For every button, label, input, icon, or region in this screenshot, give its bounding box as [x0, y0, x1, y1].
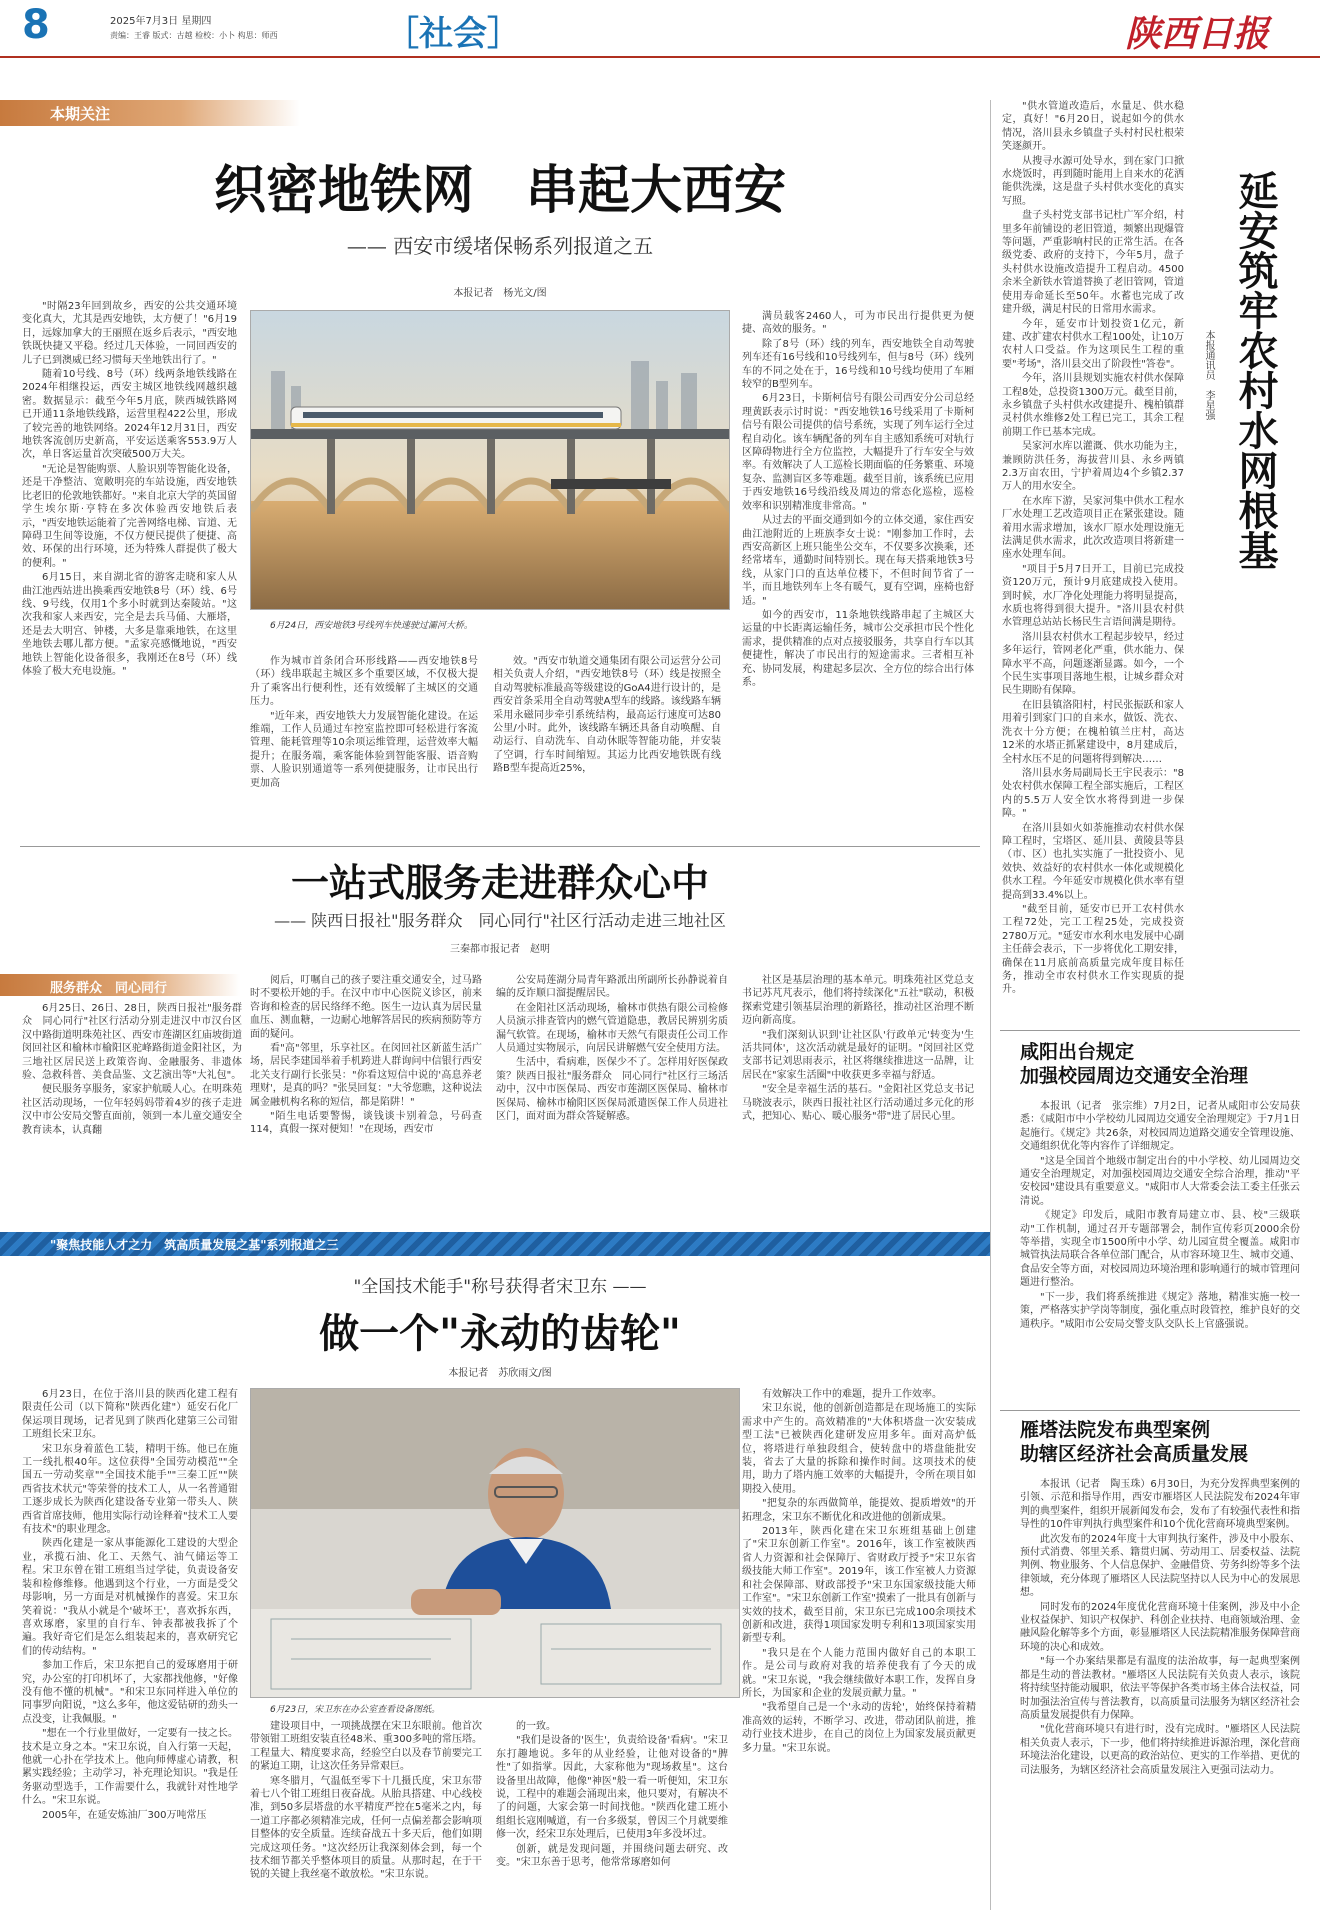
headline-metro: 织密地铁网 串起大西安	[213, 160, 786, 221]
divider-1	[20, 846, 980, 847]
metro-photo	[250, 310, 730, 610]
metro-col-2: 作为城市首条闭合环形线路——西安地铁8号（环）线串联起主城区多个重要区域，不仅极大提升了乘客出行便利性，还有效缓解了主城区的交通压力。 "近年来，西安地铁大力发展智能化建设。在运维端，工作人员通过车控室监控即可轻松进行客流管理、能耗管理等10余项运维管理，运营效率大幅提升；在服务端，乘客能体验到智能客服、语音购票、人脸识别通道等一系列便捷服务，让市民出行更加高	[250, 656, 478, 789]
court-cases-headline: 雁塔法院发布典型案例 助辖区经济社会高质量发展	[1020, 1419, 1249, 1465]
community-col-2: 阅后，叮嘱自己的孩子要注重交通安全，过马路时不要松开她的手。在汉中市中心医院义诊区，前来咨询和检查的居民络绎不绝。医生一边认真为居民量血压、测血糖，一边耐心地解答居民的疾病预防等方面的疑问。 看"高"邻里，乐享社区。在闵回社区新蓝生活广场，居民李建国举着手机跨进人群询问中信银行西安北关支行副行长张昊："你看这短信中说的'高息养老理财'，是真的吗？"张昊回复："大爷您瞧，这种说法属金融机构名称的短信，都是陷阱！" "陌生电话要警惕，谈钱谈卡别着急，号码查114，真假一探对便知！"在现场，西安市	[250, 975, 482, 1136]
metro-photo-caption: 6月24日，西安地铁3号线列车快速驶过灞河大桥。	[270, 621, 473, 631]
community-col-4: 社区是基层治理的基本单元。明珠苑社区党总支书记苏芃芃表示，他们将持续深化"五社"联动，积极探索党建引领基层治理的新路径，推动社区治理不断迈向新高度。 "我们深刻认识到'让社区队'行政单元'转变为'生活共同体'，这次活动就是最好的证明。"闵回社区党支部书记刘思雨表示，社区将继续推进这一品牌，让居民在"家家生活圈"中收获更多幸福与舒适。 "安全是幸福生活的基石。"金阳社区党总支书记马晓波表示，陕西日报社社区行活动通过多元化的形式，把知心、贴心、暖心服务"带"进了居民心里。	[742, 975, 974, 1123]
section-tag-focus: 本期关注	[0, 100, 300, 126]
worker-photo	[250, 1388, 740, 1698]
metro-col-4: 满员载客2460人，可为市民出行提供更为便捷、高效的服务。" 除了8号（环）线的列车，西安地铁全自动驾驶列车还有16号线和10号线列车，但与8号（环）线列车的不同之处在于，16号线和10号线均使用了车厢较窄的B型列车。 6月23日，卡斯柯信号有限公司西安分公司总经理黄跃表示讨时说："西安地铁16号线采用了卡斯柯信号有限公司提供的信号系统，实现了列车运行全过程自动化。该车辆配备的列车自主感知系统可对轨行区障碍物进行全方位监控，大幅提升了行车安全与效率。有效解决了人工巡检长期面临的任务繁重、环境复杂、监测盲区多等难题。截至目前，该系统已应用于西安地铁16号线沿线及周边的常态化巡检，巡检效率和识别精准度非常高。" 从过去的平面交通到如今的立体交通，家住西安曲江池附近的上班族李女士说："刚参加工作时，去西安高新区上班只能坐公交车，不仅要多次换乘，还经常堵车，通勤时间特别长。现在每天搭乘地铁3号线，从家门口的直达单位楼下，不但时间节省了一半，而且地铁列车上冬有暖气，夏有空调，座椅也舒适。" 如今的西安市，11条地铁线路串起了主城区大运量的中长距离运输任务，城市公交承担市民个性化需求，提供精准的点对点接驳服务，共享自行车以其便捷性，解决了市民出行的短途需求。三者相互补充、协同发展，构建起多层次、全方位的综合出行体系。	[742, 311, 974, 688]
kicker-worker: "全国技术能手"称号获得者宋卫东 ——	[353, 1277, 647, 1297]
metro-bridge-image	[251, 311, 730, 610]
worker-col-1: 6月23日，在位于洛川县的陕西化建工程有限责任公司（以下简称"陕西化建"）延安石化厂保运项目现场，记者见到了陕西化建第三公司钳工班组长宋卫东。 宋卫东身着蓝色工装，精明干练。他已在施工一线扎根40年。这位获得"全国劳动模范""全国五一劳动奖章""全国技术能手""三秦工匠""陕西省技术状元"等荣誉的技术工人，从一名普通钳工逐步成长为陕西化建设备专业第一带头人、陕西省首席技师，他用实际行动诠释着"技术工人要有技术"的职业理念。 陕西化建是一家从事能源化工建设的大型企业，承揽石油、化工、天然气、油气储运等工程。宋卫东曾在钳工班组当过学徒，负责设备安装和检修维修。他遇到这个行业，一方面是受父母影响，另一方面是对机械操作的喜爱。宋卫东笑着说："我从小就是个'破坏王'，喜欢拆东西，喜欢琢磨，家里的自行车、钟表都被我拆了个遍。我好奇它们是怎么组装起来的，喜欢研究它们的传动结构。" 参加工作后，宋卫东把自己的爱琢磨用于研究，办公室的打印机坏了，大家都找他修，"好像没有他不懂的机械"。"和宋卫东同样进入单位的同事罗向阳说，"这么多年，他这爱钻研的劲头一点没变，让我佩服。" "想在一个行业里做好，一定要有一技之长。技术是立身之本。"宋卫东说，自入行第一天起，他就一心扑在学技术上。他向师傅虚心请教，积累实践经验；主动学习，补充理论知识。"我是任务驱动型选手，工作需要什么，我就针对性地学什么。"宋卫东说。 2005年，在延安炼油厂300万吨常压	[22, 1389, 238, 1821]
series-banner-text: "聚焦技能人才之力 筑高质量发展之基"系列报道之三	[50, 1238, 339, 1252]
paper-logo: 陕西日报	[1125, 13, 1270, 55]
divider-side-2	[1000, 1410, 1300, 1411]
section-tag-service: 服务群众 同心同行	[0, 974, 240, 996]
series-banner	[0, 1232, 990, 1256]
issue-date: 2025年7月3日 星期四	[110, 16, 212, 27]
community-col-3: 公安局莲湖分局青年路派出所副所长孙静说着自编的反诈顺口溜提醒居民。 在金阳社区活动现场，榆林市供热有限公司检修人员演示排查管内的燃气管道隐患，教居民辨别劣质漏气软管。在现场，榆林市天然气有限责任公司工作人员通过实物展示，向居民讲解燃气安全使用方法。 生活中，看病难，医保少不了。怎样用好医保政策？陕西日报社"服务群众 同心同行"社区行三场活动中，汉中市医保局、西安市莲湖区医保局、榆林市医保局、榆林市榆阳区医保局派遣医保工作人员进社区门，面对面为群众答疑解惑。	[496, 975, 728, 1123]
section-name: 社会	[419, 14, 487, 54]
headline-worker: 做一个"永动的齿轮"	[319, 1310, 681, 1357]
campus-traffic-body: 本报讯（记者 张宗维）7月2日，记者从咸阳市公安局获悉：《咸阳市中小学校幼儿园周边交通安全治理规定》于7月1日起施行。《规定》共26条，对校园周边道路交通安全管理设施、交通组织优化等内容作了详细规定。 "这是全国首个地级市制定出台的中小学校、幼儿园周边交通安全治理规定，对加强校园周边交通安全综合治理，推动"平安校园"建设具有重要意义。"咸阳市人大常委会法工委主任张云清说。 《规定》印发后，咸阳市教育局建立市、县、校"三级联动"工作机制，通过召开专题部署会，制作宣传彩页2000余份等举措，实现全市1500所中小学、幼儿园宣贯全覆盖。咸阳市城管执法局联合各单位部门配合，从市容环境卫生、城市交通、食品安全等方面，对校园周边环境治理和影响通行的城市管理问题进行整治。 "下一步，我们将系统推进《规定》落地，精准实施一校一策，严格落实护学岗等制度，强化重点时段管控，维护良好的交通秩序。"咸阳市公安局交警支队交队长上官盛强说。	[1020, 1101, 1300, 1330]
water-headline: 延安筑牢农村水网根基	[1232, 170, 1279, 570]
headline-community: 一站式服务走进群众心中	[290, 860, 709, 905]
editor-credits: 责编：王睿 版式：古越 检校：小卜 构思：师西	[110, 31, 278, 40]
worker-portrait-image	[251, 1389, 740, 1698]
subhead-community: —— 陕西日报社"服务群众 同心同行"社区行活动走进三地社区	[274, 911, 726, 930]
divider-side-1	[1000, 1030, 1300, 1031]
subhead-metro: —— 西安市缓堵保畅系列报道之五	[346, 234, 654, 258]
metro-col-3: 效。"西安市轨道交通集团有限公司运营分公司相关负责人介绍，"西安地铁8号（环）线是按照全自动驾驶标准最高等级建设的GoA4进行设计的，是西安首条采用全自动驾驶A型车的线路。该线路车辆采用永磁同步牵引系统结构，最高运行速度可达80公里/小时。此外，该线路车辆还具备自动唤醒、自动运行、自动洗车、自动休眠等智能功能，并安装了空调，行车时间缩短。其运力比西安地铁既有线路B型车提高近25%，	[493, 656, 721, 775]
byline-worker: 本报记者 苏欣雨文/图	[448, 1368, 552, 1379]
worker-col-4: 有效解决工作中的难题，提升工作效率。 宋卫东说，他的创新创造都是在现场施工的实际需求中产生的。高效精准的"大体积塔盘一次安装成型工法"已被陕西化建研发应用多年。面对高炉低位，将塔进行单独段组合，使转盘中的塔盘能批安装，省去了大量的拆除和操作时间。这项技术的使用，助力了塔内施工效率的大幅提升，令所在项目如期投入使用。 "把复杂的东西做简单，能提效、提质增效"的开拓理念，宋卫东不断优化和改进他的创新成果。 2013年，陕西化建在宋卫东班组基础上创建了"宋卫东创新工作室"。2016年，该工作室被陕西省人力资源和社会保障厅、省财政厅授予"宋卫东省级技能大师工作室"。2019年，该工作室被人力资源和社会保障部、财政部授予"宋卫东国家级技能大师工作室"。"宋卫东创新工作室"摸索了一批具有创新与实效的技术，截至目前，宋卫东已完成100余项技术创新和改进，获得1项国家发明专利和13项国家实用新型专利。 "我只是在个人能力范围内做好自己的本职工作。是公司与政府对我的培养使我有了今天的成就。"宋卫东说，"我会继续做好本职工作，发挥自身所长，为国家和企业的发展贡献力量。" "我希望自己是一个'永动的齿轮'，始终保持着精准高效的运转，不断学习、改进，带动团队前进，推动行业技术进步，在自己的岗位上为国家发展贡献更多力量。"宋卫东说。	[742, 1389, 976, 1754]
byline-community: 三秦都市报记者 赵明	[450, 944, 550, 955]
byline-metro: 本报记者 杨光文/图	[453, 288, 547, 299]
masthead	[0, 0, 1320, 58]
water-byline: 本报通讯员 李星强	[1203, 330, 1214, 420]
worker-col-2: 建设项目中，一项挑战摆在宋卫东眼前。他首次带领钳工班组安装直径48米、重300多吨的常压塔。工程量大、精度要求高，经验空白以及春节前要完工的紧迫工期，让这次任务异常艰巨。 寒冬腊月，气温低至零下十几摄氏度，宋卫东带着七八个钳工班组日夜奋战。从胎具搭建、中心线校准，到50多层塔盘的水平精度严控在5毫米之内，每一道工序都必须精准完成，任何一点偏差都会影响项目整体的安全质量。连续奋战五十多天后，他们如期完成这项任务。"这次经历让我深刻体会到，每一个技术细节都关乎整体项目的质量。从那时起，在于干锐的关键上我丝毫不敢放松。"宋卫东说。	[250, 1721, 482, 1881]
worker-col-3: 的一致。 "我们是设备的'医生'，负责给设备'看病'。"宋卫东打趣地说。多年的从业经验，让他对设备的"脾性"了如指掌。因此，大家称他为"现场救星"。这台设备里出故障，他像"神医"般一看一听便知，宋卫东说，工程中的难题会涌现出来，他只要对，有解决不了的问题，大家会第一时间找他。"陕西化建工班小组组长寇刚喊道，有一台多级泵，曾因三个月就要维修一次，经宋卫东处理后，已使用3年多没坏过。 创新，就是发现问题，并围绕问题去研究、改变。"宋卫东善于思考，他常常琢磨如何	[496, 1721, 728, 1869]
community-col-1: 6月25日、26日、28日，陕西日报社"服务群众 同心同行"社区行活动分别走进汉中市汉台区汉中路街道明珠苑社区、西安市莲湖区红庙坡街道闵回社区和榆林市榆阳区驼峰路街道金阳社区，为三地社区居民送上政策咨询、金融服务、非遗体验、急救科普、美食品鉴、文艺演出等"大礼包"。 便民服务享服务，家家护航暖人心。在明珠苑社区活动现场，一位年轻妈妈带着4岁的孩子走进汉中市公安局交警直面前，领到一本儿童交通安全教育读本，认真翻	[22, 1003, 242, 1136]
water-col: "供水管道改造后，水量足、供水稳定，真好！"6月20日，说起如今的供水情况，洛川县永乡镇盘子头村村民杜根荣笑逐颜开。 从搜寻水源可处导水，到在家门口掀水烧饭时，再到随时能用上自来水的花洒能供洗澡，这是盘子头村供水变化的真实写照。 盘子头村党支部书记杜广军介绍，村里多年前铺设的老旧管道，频繁出现爆管等问题，严重影响村民的正常生活。在各级党委、政府的支持下，今年5月，盘子头村供水设施改造提升工程启动。4500余米全新铁水管道替换了老旧管网，管道使用寿命延长至50年。水蓄也完成了改建升级，满足村民的日常用水需求。 今年，延安市计划投资1亿元，新建、改扩建农村供水工程100处，让10万农村人口受益。作为这项民生工程的重要"考场"，洛川县交出了阶段性"答卷"。 今年，洛川县规划实施农村供水保障工程8处，总投资1300万元。截至目前，永乡镇盘子头村供水改建提升、槐柏镇群灵村供水维修2处工程已完工，其余工程前期工作已基本完成。 吴家河水库以灌溉、供水功能为主，兼顾防洪任务，海拔营川县、永乡两镇2.3万亩农田，宁护着周边4个乡镇2.37万人的用水安全。 在水库下游，吴家河集中供水工程水厂水处理工艺改造项目正在紧张建设。随着用水需求增加，该水厂原水处理设施无法满足供水需求，此次改造项目将新建一座水处理车间。 "项目于5月7日开工，目前已完成投资120万元，预计9月底建成投入使用。到时候，水厂净化处理能力将明显提高，水质也将得到很大提升。"洛川县农村供水管理总站站长杨民生言语间满是期待。 洛川县农村供水工程起步较早，经过多年运行，管网老化严重，供水能力、保障水平不高，问题逐渐显露。如今，一个个民生实事项目落地生根，让城乡群众对民生期盼有保障。 在旧县镇洛阳村，村民张振跃和家人用着引到家门口的自来水，做饭、洗衣、洗衣十分方便；在槐柏镇兰庄村，高达12米的水塔正抓紧建设中，8月建成后，全村水压不足的问题将得到解决…… 洛川县水务局副局长王宇民表示："8处农村供水保障工程全部实施后，工程区内的5.5万人安全饮水将得到进一步保障。" 在洛川县如火如荼施推动农村供水保障工程时，宝塔区、延川县、黄陵县等县（市、区）也扎实实施了一批投资小、见效快、效益好的农村供水一体化或规模化供水工程。今年延安市规模化供水率有望提高到33.4%以上。 "截至目前，延安市已开工农村供水工程72处，完工工程25处，完成投资2780万元。"延安市水利水电发展中心副主任薛会表示，下一步将优化工期安排，确保在11月底前高质量完成年度目标任务，推动全市农村供水工作实现质的提升。	[1002, 101, 1184, 996]
campus-traffic-headline: 咸阳出台规定 加强校园周边交通安全治理	[1020, 1041, 1249, 1087]
section-label: ［社会］	[385, 14, 521, 54]
worker-photo-caption: 6月23日，宋卫东在办公室查看设备图纸。	[270, 1705, 441, 1715]
right-column-rule	[990, 100, 991, 1910]
page-number: 8	[22, 2, 50, 48]
court-cases-body: 本报讯（记者 陶玉珠）6月30日，为充分发挥典型案例的引领、示范和指导作用，西安市雁塔区人民法院发布2024年审判的典型案件，组织开展新闻发布会，发布了有较强代表性和指导性的10件审判执行典型案件和10个优化营商环境典型案例。 此次发布的2024年度十大审判执行案件，涉及中小股东、预付式消费、邻里关系、籍贯归属、劳动用工、居委权益、法院判例、物业服务、个人信息保护、金融借贷、劳务纠纷等多个法律领域，充分体现了雁塔区人民法院坚持以人民为中心的发展思想。 同时发布的2024年度优化营商环境十佳案例，涉及中小企业权益保护、知识产权保护、科创企业扶持、电商领域治理、金融风险化解等多个方面，彰显雁塔区人民法院精准服务保障营商环境的决心和成效。 "每一个办案结果都是有温度的法治故事，每一起典型案例都是生动的普法教材。"雁塔区人民法院有关负责人表示，该院将持续坚持能动履职，依法平等保护各类市场主体合法权益，同时加强法治宣传与普法教育，以高质量司法服务为辖区经济社会高质量发展提供有力保障。 "优化营商环境只有进行时，没有完成时。"雁塔区人民法院相关负责人表示，下一步，他们将持续推进诉源治理，深化营商环境法治化建设，以更高的政治站位、更实的工作举措、更优的司法服务，为辖区经济社会高质量发展注入更强司法动力。	[1020, 1479, 1300, 1776]
metro-col-1: "时隔23年回到故乡，西安的公共交通环境变化真大，尤其是西安地铁，太方便了！"6月19日，远嫁加拿大的王丽照在返乡后表示，"西安地铁既快捷又平稳。经过几天体验，一同回西安的儿子已到澳威已经习惯每天坐地铁出行了。" 随着10号线、8号（环）线两条地铁线路在2024年相继投运，西安主城区地铁线网越织越密。数据显示：截至今年5月底，陕西城铁路网已开通11条地铁线路，运营里程422公里，形成了较完善的地铁网络。2024年12月31日，西安地铁客流创历史新高，平安运送乘客553.9万人次，单日客运量首次突破500万大关。 "无论是智能购票、人脸识别等智能化设备，还是干净整洁、宽敞明亮的车站设施，西安地铁比老旧的伦敦地铁都好。"来自北京大学的英国留学生埃尔斯·亨特在多次体验西安地铁后表示，"西安地铁运能着了完善网络电梯、盲道、无障碍卫生间等设施，不仅方便民提供了便捷、高效、环保的出行环境，还为特殊人群提供了极大的便利。" 6月15日，来自湖北省的游客走晓和家人从曲江池西站进出换乘西安地铁8号（环）线、6号线、9号线，仅用1个多小时就到达秦陵站。"这次我和家人来西安，完全是去兵马俑、大雁塔，还是去大明宫、钟楼，大多是靠乘地铁，在这里坐地铁去哪儿都方便。"孟家亮感慨地说，"西安地铁上智能化设备很多，我刚还在8号（环）线体验了极大充电设施。"	[22, 301, 237, 677]
